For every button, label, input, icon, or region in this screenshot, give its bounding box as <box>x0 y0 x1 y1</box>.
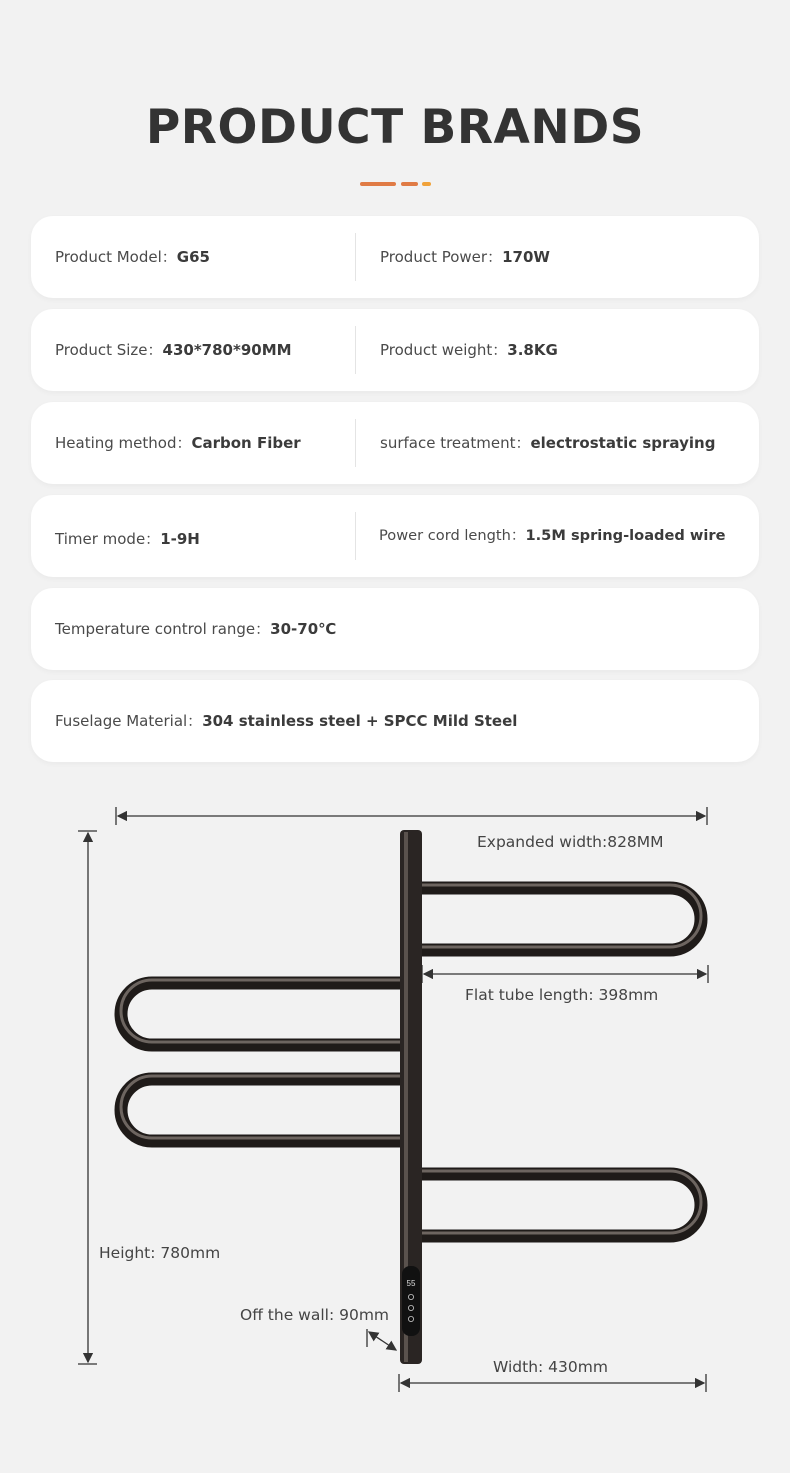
right-lower-towel-bar <box>420 1174 701 1236</box>
page-title: PRODUCT BRANDS <box>145 100 645 155</box>
spec-label: Fuselage Material： <box>55 712 203 730</box>
off-wall-dimension-line <box>369 1332 396 1350</box>
card-divider <box>355 419 356 467</box>
spec-model <box>55 216 210 298</box>
spec-label: Product Power： <box>380 248 503 266</box>
off-wall-label: Off the wall: 90mm <box>240 1306 390 1324</box>
spec-heating-method <box>55 402 301 484</box>
accent-dash <box>360 182 396 186</box>
spec-value: 304 stainless steel + SPCC Mild Steel <box>202 712 518 730</box>
spec-power <box>380 216 550 298</box>
accent-dash <box>401 182 418 186</box>
towel-rail-dimension-diagram <box>0 790 790 1410</box>
towel-rail-drawing <box>0 790 790 1410</box>
height-label: Height: 780mm <box>99 1244 221 1262</box>
spec-surface-treatment <box>380 402 715 484</box>
spec-value: electrostatic spraying <box>530 434 716 452</box>
accent-dash <box>422 182 431 186</box>
spec-value: 1.5M spring-loaded wire <box>525 527 726 544</box>
spec-label: Product Model： <box>55 248 177 266</box>
spec-fuselage-material <box>55 680 517 762</box>
spec-value: G65 <box>176 248 210 266</box>
spec-label: Product Size： <box>55 341 163 359</box>
spec-value: 30-70℃ <box>270 620 337 638</box>
spec-card-timer-cord <box>31 495 759 577</box>
card-divider <box>355 512 356 560</box>
spec-card-material <box>31 680 759 762</box>
spec-value: Carbon Fiber <box>191 434 301 452</box>
card-divider <box>355 233 356 281</box>
spec-value: 430*780*90MM <box>162 341 292 359</box>
spec-power-cord <box>379 495 726 577</box>
spec-label: Power cord length： <box>379 527 526 544</box>
card-divider <box>355 326 356 374</box>
spec-card-model-power <box>31 216 759 298</box>
spec-card-size-weight <box>31 309 759 391</box>
display-reading: 55 <box>406 1279 416 1288</box>
spec-value: 3.8KG <box>507 341 558 359</box>
spec-label: Product weight： <box>380 341 508 359</box>
spec-label: surface treatment： <box>380 434 531 452</box>
spec-label: Timer mode： <box>55 530 161 548</box>
spec-label: Heating method： <box>55 434 192 452</box>
spec-label: Temperature control range： <box>55 620 271 638</box>
spec-value: 170W <box>502 248 550 266</box>
spec-size <box>55 309 292 391</box>
width-label: Width: 430mm <box>493 1358 608 1376</box>
spec-card-heating-surface <box>31 402 759 484</box>
spec-timer-mode <box>55 498 200 580</box>
control-panel <box>402 1266 420 1336</box>
left-lower-towel-bar <box>121 1079 402 1141</box>
spec-weight <box>380 309 558 391</box>
right-upper-towel-bar <box>420 888 701 950</box>
left-upper-towel-bar <box>121 983 402 1045</box>
expanded-width-label: Expanded width:828MM <box>477 833 664 851</box>
flat-tube-length-label: Flat tube length: 398mm <box>465 986 659 1004</box>
spec-temperature-range <box>55 588 336 670</box>
spec-card-temperature <box>31 588 759 670</box>
spec-value: 1-9H <box>160 530 200 548</box>
